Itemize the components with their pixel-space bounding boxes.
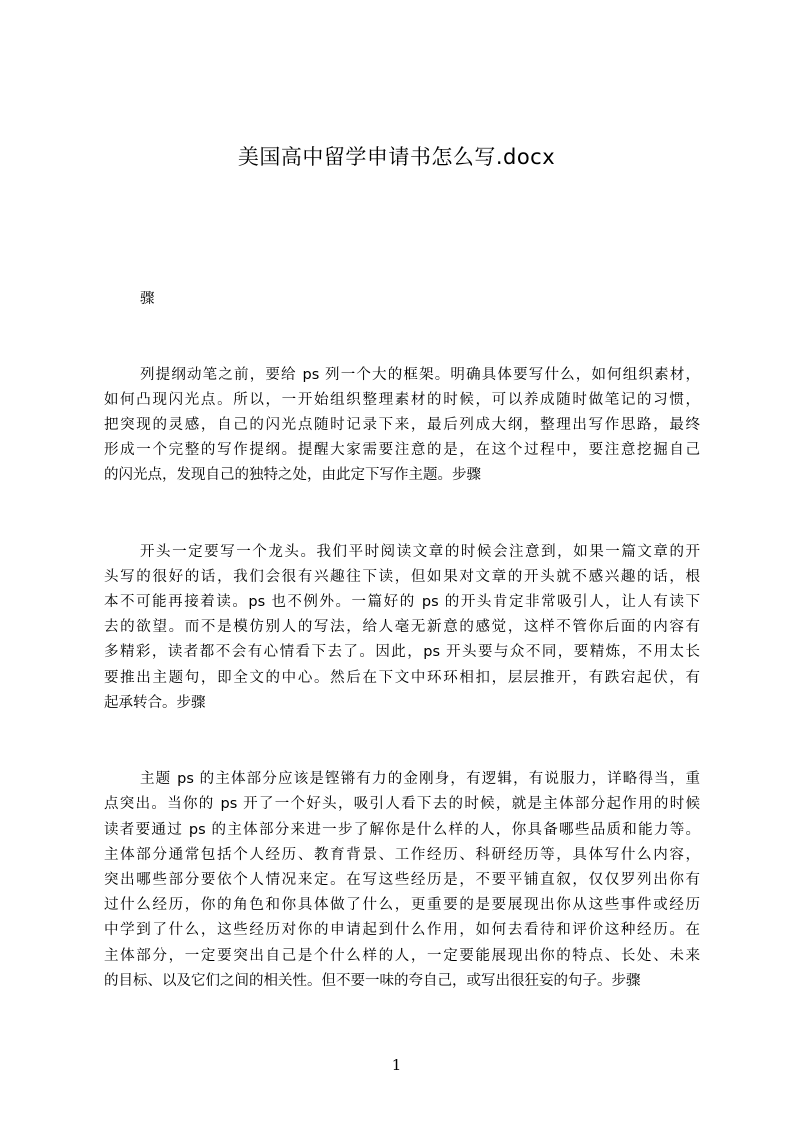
paragraph-outline [104, 363, 700, 489]
paragraph-line: 主体部分通常包括个人经历、教育背景、工作经历、科研经历等，具体写什么内容， [104, 846, 700, 863]
blank-line [104, 337, 700, 362]
paragraph-line: 中学到了什么，这些经历对你的申请起到什么作用，如何去看待和评价这种经历。在 [104, 922, 700, 939]
paragraph-line: 过什么经历，你的角色和你具体做了什么，更重要的是要展现出你从这些事件或经历 [104, 897, 700, 914]
document-title: 美国高中留学申请书怎么写.docx [237, 145, 556, 169]
paragraph-line: 把突现的灵感，自己的闪光点随时记录下来，最后列成大纲，整理出写作思路，最终 [104, 416, 700, 433]
document-body [104, 287, 700, 994]
paragraph-gap [104, 514, 700, 540]
paragraph-line: 如何凸现闪光点。所以，一开始组织整理素材的时候，可以养成随时做笔记的习惯， [104, 391, 700, 408]
paragraph-line: 多精彩，读者都不会有心情看下去了。因此，ps 开头要与众不同，要精炼，不用太长 [104, 644, 700, 661]
paragraph-opening [104, 540, 700, 716]
heading-fragment: 骤 [140, 291, 155, 307]
paragraph-line: 要推出主题句，即全文的中心。然后在下文中环环相扣，层层推开，有跌宕起伏，有 [104, 669, 700, 686]
paragraph-gap [104, 741, 700, 767]
paragraph-line: 主题 ps 的主体部分应该是铿锵有力的金刚身，有逻辑，有说服力，详略得当，重 [140, 771, 700, 788]
paragraph-line: 的闪光点，发现自己的独特之处，由此定下写作主题。步骤 [104, 467, 481, 484]
blank-line [104, 489, 700, 514]
paragraph-line: 主体部分，一定要突出自己是个什么样的人，一定要能展现出你的特点、长处、未来 [104, 947, 700, 964]
paragraph-line: 的目标、以及它们之间的相关性。但不要一味的夸自己，或写出很狂妄的句子。步骤 [104, 972, 641, 989]
paragraph-line: 开头一定要写一个龙头。我们平时阅读文章的时候会注意到，如果一篇文章的开 [140, 543, 700, 560]
blank-line [104, 716, 700, 741]
page-number: 1 [391, 1056, 402, 1074]
paragraph-line: 起承转合。步骤 [104, 694, 206, 711]
paragraph-body [104, 767, 700, 994]
paragraph-line: 列提纲动笔之前，要给 ps 列一个大的框架。明确具体要写什么，如何组织素材， [140, 366, 700, 383]
paragraph-line: 本不可能再接着读。ps 也不例外。一篇好的 ps 的开头肯定非常吸引人，让人有读下 [104, 594, 700, 611]
paragraph-line: 头写的很好的话，我们会很有兴趣往下读，但如果对文章的开头就不感兴趣的话，根 [104, 568, 700, 585]
paragraph-line: 去的欲望。而不是模仿别人的写法，给人毫无新意的感觉，这样不管你后面的内容有 [104, 619, 700, 636]
blank-line [104, 312, 700, 337]
paragraph-line: 形成一个完整的写作提纲。提醒大家需要注意的是，在这个过程中，要注意挖掘自己 [104, 442, 700, 459]
paragraph-line: 点突出。当你的 ps 开了一个好头，吸引人看下去的时候，就是主体部分起作用的时候 [104, 796, 700, 813]
paragraph-line: 读者要通过 ps 的主体部分来进一步了解你是什么样的人，你具备哪些品质和能力等。 [104, 821, 700, 838]
paragraph-line: 突出哪些部分要依个人情况来定。在写这些经历是，不要平铺直叙，仅仅罗列出你有 [104, 871, 700, 888]
